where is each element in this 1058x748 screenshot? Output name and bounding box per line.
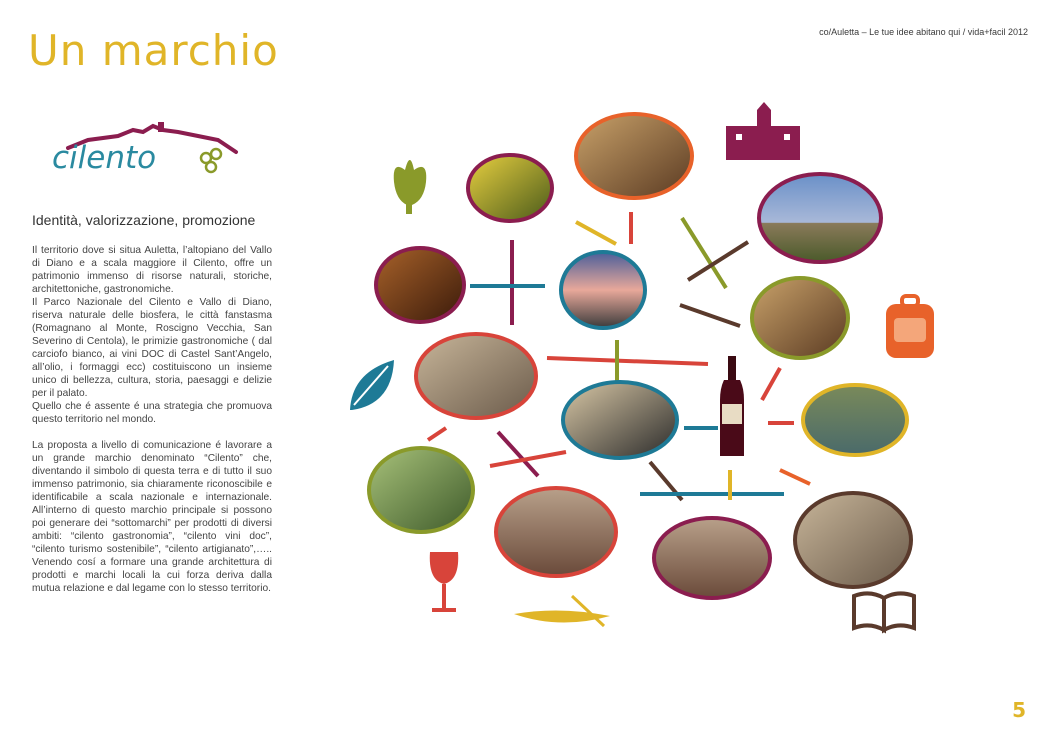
paragraph: Quello che é assente é una strategia che promuova questo territorio nel mondo.: [32, 401, 272, 425]
photo-procession: [496, 488, 616, 576]
photo-river: [803, 385, 907, 455]
header-caption: co/Auletta – Le tue idee abitano qui / vida+facil 2012: [819, 27, 1028, 37]
book-icon: [854, 593, 914, 630]
kayak-icon: [514, 596, 610, 626]
artichoke-icon: [394, 160, 427, 214]
backpack-icon: [886, 296, 934, 358]
photo-chestnuts: [376, 248, 464, 322]
photo-artichokes: [369, 448, 473, 532]
photo-olive-oil: [468, 155, 552, 221]
photo-ruins: [416, 334, 536, 418]
photo-village: [654, 518, 770, 598]
photo-elderly-woman: [795, 493, 911, 587]
photo-people: [576, 114, 692, 198]
photo-castle: [759, 174, 881, 262]
wine-glass-icon: [430, 552, 458, 612]
page-number: 5: [1012, 698, 1026, 722]
paragraph: La proposta a livello di comunicazione é lavorare a un grande marchio denominato “Cilento” che, diventando il simbolo di questa terra e di tutto il suo immenso patrimonio, sia chiaramente riconoscibile e identificabile a scala nazionale e internazionale. All’interno di questo marchio principale si possono poi generare dei “sottomarchi” per prodotti di diversi ambiti: “cilento gastronomia”, “cilento vini doc”, “cilento turismo sostenibile”, “cilento artigianato”,….. Venendo cosí a formare una grande architettura di prodotti e marchi locali la cui forza deriva dalla mutua relazione e dal legame con lo stesso territorio.: [32, 440, 272, 594]
leaf-icon: [350, 360, 394, 410]
paragraph: Il territorio dove si situa Auletta, l’altopiano del Vallo di Diano e a scala maggiore il Cilento, offre un patrimonio immenso di risorse naturali, storiche, architettoniche, gastronomiche.: [32, 245, 272, 295]
photo-sunset: [561, 252, 645, 328]
photo-blobs: [369, 114, 911, 598]
wine-bottle-icon: [720, 356, 744, 456]
building-icon: [726, 102, 800, 160]
paragraph: Il Parco Nazionale del Cilento e Vallo di Diano, riserva naturale delle biosfera, le città fanstasma (Romagnano al Monte, Roscigno Vecchia, San Severino di Centola), le primizie gastronomiche ( dal carciofo bianco, ai vini DOC di Castel Sant’Angelo, all’olio, i formaggi ecc) costituiscono un insieme unico di bellezza, cultura, storia, paesaggi e delizie per il palato.: [32, 297, 272, 399]
section-subtitle: Identità, valorizzazione, promozione: [32, 212, 256, 228]
page-title: Un marchio: [28, 26, 279, 75]
photo-cheese: [752, 278, 848, 358]
logo-text: cilento: [52, 140, 157, 176]
photo-cave: [563, 382, 677, 458]
